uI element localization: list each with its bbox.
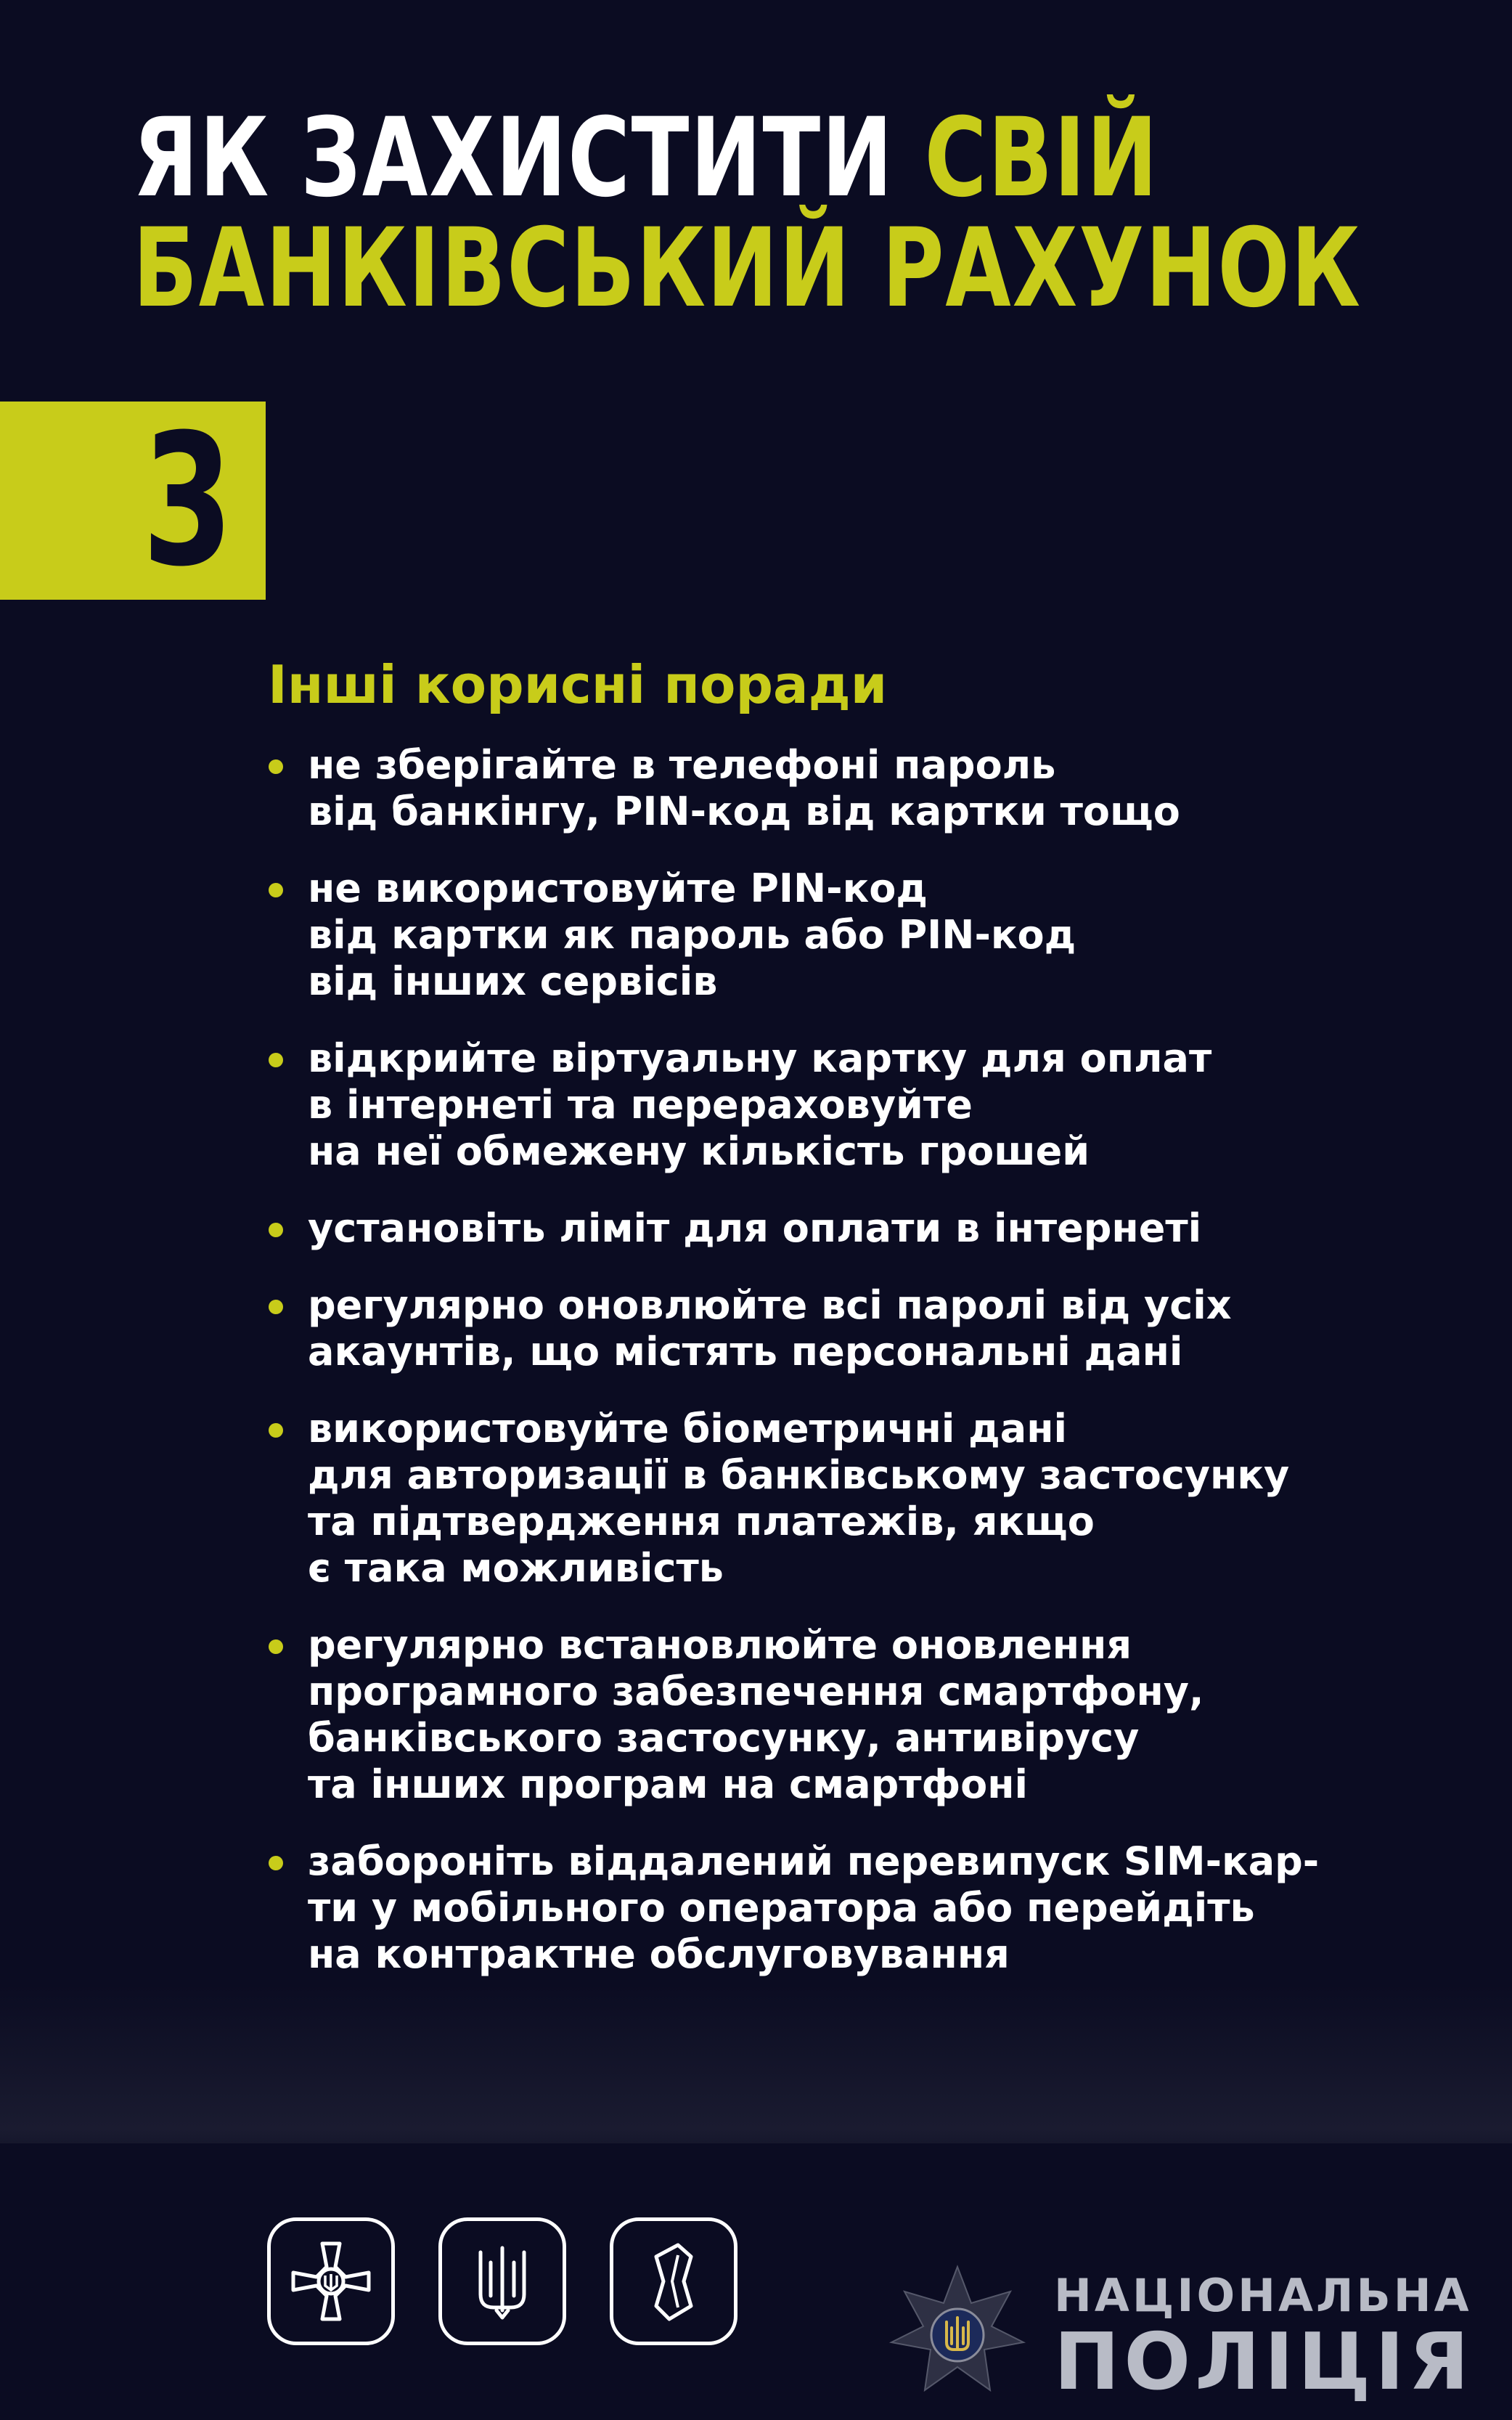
page-title <box>133 95 1362 332</box>
police-badge-icon <box>888 2264 1026 2402</box>
title-part-yellow: СВІЙ <box>924 95 1159 221</box>
police-line-1: НАЦІОНАЛЬНА <box>1054 2269 1472 2322</box>
bullet-icon <box>269 1423 283 1438</box>
shield-diamond-icon <box>610 2217 737 2345</box>
tips-list <box>267 742 1356 2008</box>
bullet-icon <box>269 1300 283 1314</box>
tip-text: установіть ліміт для оплати в інтернеті <box>308 1205 1202 1251</box>
tip-item <box>267 1838 1356 1978</box>
tip-item <box>267 1282 1356 1375</box>
title-part-white: ЯК ЗАХИСТИТИ <box>133 95 925 221</box>
tip-text: забороніть віддалений перевипуск SIM-кар- ти у мобільного оператора або перейдіть на контрактне обслуговування <box>308 1838 1320 1977</box>
bullet-icon <box>269 1639 283 1654</box>
tip-item <box>267 1622 1356 1808</box>
tip-item <box>267 865 1356 1005</box>
bullet-icon <box>269 1223 283 1237</box>
tip-text: використовуйте біометричні дані для авторизації в банківському застосунку та підтвердження платежів, якщо є така можливість <box>308 1406 1290 1591</box>
cross-trident-icon <box>267 2217 395 2345</box>
bullet-icon <box>269 1053 283 1067</box>
tip-item <box>267 1035 1356 1175</box>
footer <box>0 2143 1512 2420</box>
title-line-2: БАНКІВСЬКИЙ РАХУНОК <box>133 205 1362 332</box>
bullet-icon <box>269 1856 283 1870</box>
step-number: 3 <box>142 395 234 606</box>
tip-text: регулярно встановлюйте оновлення програмного забезпечення смартфону, банківського застосунку, антивірусу та інших програм на смартфоні <box>308 1622 1204 1807</box>
trident-icon <box>438 2217 566 2345</box>
tip-text: не використовуйте PIN-код від картки як пароль або PIN-код від інших сервісів <box>308 865 1076 1004</box>
police-logo-text <box>1054 2269 1474 2408</box>
title-line-1 <box>133 95 1159 221</box>
section-title: Інші корисні поради <box>268 654 888 715</box>
tip-text: не зберігайте в телефоні пароль від банкінгу, PIN-код від картки тощо <box>308 742 1180 834</box>
police-line-2: ПОЛІЦІЯ <box>1054 2317 1474 2408</box>
tip-item <box>267 742 1356 835</box>
tip-item <box>267 1205 1356 1252</box>
tip-text: регулярно оновлюйте всі паролі від усіх акаунтів, що містять персональні дані <box>308 1282 1232 1374</box>
bullet-icon <box>269 759 283 774</box>
bullet-icon <box>269 883 283 897</box>
step-badge <box>0 395 266 606</box>
tip-item <box>267 1406 1356 1592</box>
tip-text: відкрийте віртуальну картку для оплат в інтернеті та перераховуйте на неї обмежену кількість грошей <box>308 1035 1212 1174</box>
